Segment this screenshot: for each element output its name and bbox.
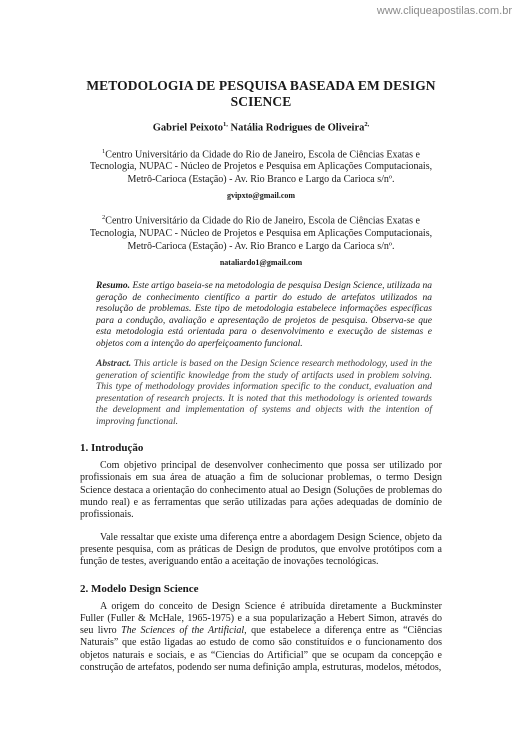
intro-paragraph-1: Com objetivo principal de desenvolver conhecimento que possa ser utilizado por profissionais em sua área de atuação a fim de solucionar problemas, o termo Design Science destaca a orientação do conhecimento atual ao Design (Soluções de problemas do mundo real) e as ferramentas que serão utilizadas para ações adequadas de domínio de profissionais. bbox=[80, 460, 442, 521]
intro-paragraph-2: Vale ressaltar que existe uma diferença entre a abordagem Design Science, objeto da presente pesquisa, com as práticas de Design de produtos, que envolve protótipos com a função de testes, averiguando então a aceitação de inovações tecnológicas. bbox=[80, 531, 442, 568]
paper-title: METODOLOGIA DE PESQUISA BASEADA EM DESIGN SCIENCE bbox=[86, 78, 436, 109]
affiliation-1 bbox=[80, 146, 442, 187]
resumo-text: Este artigo baseia-se na metodologia de pesquisa Design Science, utilizada na geração de conhecimento científico a partir do estudo de artefatos utilizados na resolução de problemas. Este tipo de metodologia estabelece informações específicas para a condução, avaliação e apresentação de projetos de pesquisa. Observa-se que esta metodologia está orientada para o desenvolvimento e execução de sistemas e objetos com a intenção do aperfeiçoamento funcional. bbox=[96, 281, 432, 349]
resumo-label: Resumo. bbox=[96, 281, 131, 292]
book-title: The Sciences of the Artificial, bbox=[121, 625, 247, 637]
resumo-paragraph bbox=[96, 281, 432, 350]
affiliation-2-text: Centro Universitário da Cidade do Rio de Janeiro, Escola de Ciências Exatas e Tecnologia, NUPAC - Núcleo de Projetos e Pesquisa em Aplicações Computacionais, Metrô-Carioca (Estação) - Av. Rio Branco e Largo da Carioca s/nº. bbox=[89, 215, 433, 252]
author-1-superscript: 1, bbox=[223, 121, 228, 128]
abstract-label: Abstract. bbox=[96, 359, 132, 370]
modelo-paragraph-1-part-b: que estabelece a diferença entre as “Ciências Naturais” que estão ligadas ao estudo de como são constituídos e o funcionamento dos objetos naturais e sociais, e as “Ciencias do Artificial” que se ocupam da concepção e construção de artefatos, podendo ser numa definição ampla, estruturas, modelos, métodos, bbox=[80, 625, 442, 674]
document-page bbox=[80, 78, 442, 684]
section-heading-modelo-design-science: 2. Modelo Design Science bbox=[80, 582, 199, 595]
affiliation-2-superscript: 2 bbox=[102, 214, 106, 222]
modelo-paragraph-1 bbox=[80, 601, 442, 675]
authors-line bbox=[80, 121, 442, 134]
affiliation-1-text: Centro Universitário da Cidade do Rio de Janeiro, Escola de Ciências Exatas e Tecnologia, NUPAC - Núcleo de Projetos e Pesquisa em Aplicações Computacionais, Metrô-Carioca (Estação) - Av. Rio Branco e Largo da Carioca s/nº. bbox=[89, 148, 433, 185]
author-1-name: Gabriel Peixoto bbox=[152, 122, 224, 134]
modelo-paragraph-1-part-a: A origem do conceito de Design Science é atribuída diretamente a Buckminster Fuller (Fuller & McHale, 1965-1975) e a sua popularização a Hebert Simon, através do seu livro bbox=[80, 600, 442, 637]
affiliation-1-superscript: 1 bbox=[102, 147, 106, 155]
abstract-text: This article is based on the Design Science research methodology, used in the generation of scientific knowledge from the study of artifacts used in problem solving. This type of methodology provides information specific to the conduct, evaluation and presentation of research projects. It is noted that this methodology is oriented towards the development and implementation of systems and objects with the intention of improving functional. bbox=[96, 359, 432, 427]
author-2-superscript: 2, bbox=[364, 121, 370, 128]
section-heading-introducao: 1. Introdução bbox=[80, 442, 144, 455]
author-2-email: nataliardo1@gmail.com bbox=[219, 258, 303, 268]
abstract-paragraph bbox=[96, 359, 432, 428]
author-2-name: Natália Rodrigues de Oliveira bbox=[230, 122, 365, 134]
watermark-text: www.cliqueapostilas.com.br bbox=[376, 5, 512, 17]
affiliation-2 bbox=[80, 212, 442, 253]
author-1-email: gvipxto@gmail.com bbox=[226, 191, 296, 201]
